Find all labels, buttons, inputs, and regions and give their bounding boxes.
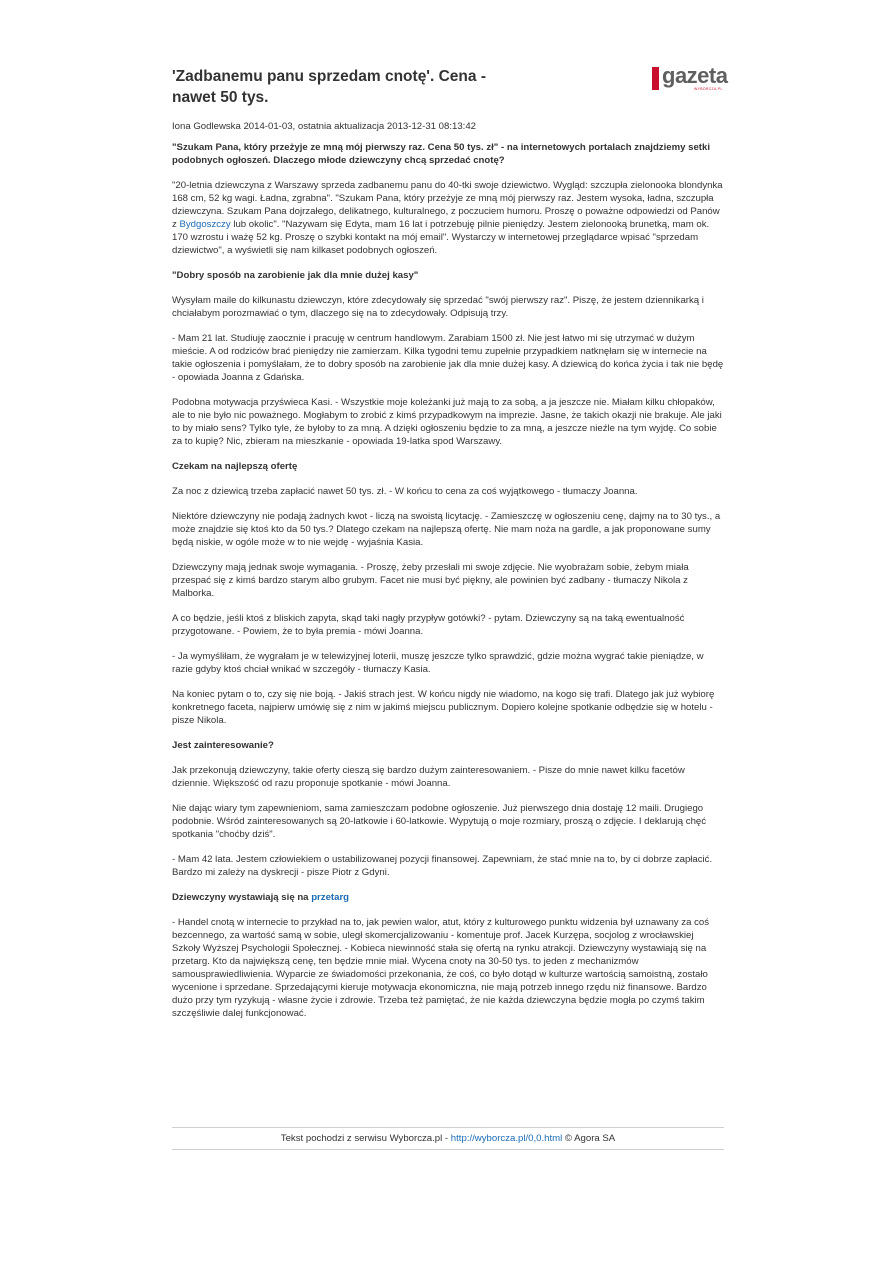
logo-sub: WYBORCZA.PL [694, 87, 723, 91]
paragraph: Dziewczyny mają jednak swoje wymagania. - Proszę, żeby przesłali mi swoje zdjęcie. Nie wyobrażam sobie, żebym miała przespać się z kimś bardzo starym albo grubym. Facet nie musi być piękny, ale powinien być zadbany - tłumaczy Nikola z Malborka. [172, 562, 689, 599]
article-title: 'Zadbanemu panu sprzedam cnotę'. Cena - nawet 50 tys. [172, 68, 486, 106]
paragraph: Niektóre dziewczyny nie podają żadnych kwot - liczą na swoistą licytację. - Zamieszczę w ogłoszeniu cenę, dajmy na to 30 tys., a może znajdzie się ktoś kto da 50 tys.? Dlatego czekam na najlepszą ofertę. Nie mam noża na gardle, a jak proponowane sumy będą niskie, w ogóle może w to nie wejdę - wyjaśnia Kasia. [172, 511, 721, 548]
paragraph: A co będzie, jeśli ktoś z bliskich zapyta, skąd taki nagły przypływ gotówki? - pytam. Dziewczyny są na taką ewentualność przygotowane. - Powiem, że to była premia - mówi Joanna. [172, 613, 685, 637]
paragraph: Nie dając wiary tym zapewnieniom, sama zamieszczam podobne ogłoszenie. Już pierwszego dnia dostaję 12 maili. Drugiego podobnie. Wśród zainteresowanych są 20-latkowie i 60-latkowie. Wypytują o moje rozmiary, proszą o zdjęcie. I deklarują chęć spotkania "choćby dziś". [172, 803, 707, 840]
paragraph: Podobna motywacja przyświeca Kasi. - Wszystkie moje koleżanki już mają to za sobą, a ja jeszcze nie. Miałam kilku chłopaków, ale to nie było nic poważnego. Mogłabym to zrobić z kimś przypadkowym na imprezie. Jasne, że takich okazji nie brakuje. Ale jaki to by miało sens? Tylko tyle, że byłoby to za mną. A dzięki ogłoszeniu będzie to za mną, a jeszcze nieźle na tym wyjdę. Co sobie za to kupię? Nic, zbieram na mieszkanie - opowiada 19-latka spod Warszawy. [172, 397, 722, 447]
paragraph: Wysyłam maile do kilkunastu dziewczyn, które zdecydowały się sprzedać "swój pierwszy raz". Piszę, że jestem dziennikarką i chciałabym porozmawiać o tym, dlaczego się na to zdecydowały. Odpisują trzy. [172, 295, 704, 319]
paragraph: Za noc z dziewicą trzeba zapłacić nawet 50 tys. zł. - W końcu to cena za coś wyjątkowego - tłumaczy Joanna. [172, 486, 638, 497]
section-heading: Dziewczyny wystawiają się na przetarg [172, 892, 350, 903]
page-footer: Tekst pochodzi z serwisu Wyborcza.pl - http://wyborcza.pl/0,0.html © Agora SA [172, 1127, 724, 1150]
article-lead: "Szukam Pana, który przeżyje ze mną mój pierwszy raz. Cena 50 tys. zł" - na internetowych portalach znajdziemy setki podobnych ogłoszeń. Dlaczego młode dziewczyny chcą sprzedać cnotę? [172, 142, 710, 166]
paragraph: - Handel cnotą w internecie to przykład na to, jak pewien walor, atut, który z kulturowego punktu widzenia był uznawany za coś bezcennego, za wartość samą w sobie, uległ skomercjalizowaniu - komentuje prof. Jacek Kurzępa, socjolog z wrocławskiej Szkoły Wyższej Psychologii Społecznej. - Kobieca niewinność stała się ofertą na rynku atrakcji. Dziewczyny wystawiają się na przetarg. Kto da największą cenę, ten będzie mnie miał. Wycena cnoty na 30-50 tys. to jeden z mechanizmów samousprawiedliwienia. Wyparcie ze świadomości przekonania, że coś, co było dotąd w kulturze wartością samoistną, zostało wycenione i sprzedane. Sprzedającymi kieruje motywacja ekonomiczna, nie mają potrzeb innego rzędu niż finansowe. Bardzo dużo przy tym ryzykują - własne życie i zdrowie. Trzeba też pamiętać, że nie każda dziewczyna będzie mogła po czymś takim szczęśliwie dalej funkcjonować. [172, 917, 710, 1019]
section-heading: Czekam na najlepszą ofertę [172, 461, 298, 472]
logo-red-bar [652, 67, 659, 90]
footer-link[interactable]: http://wyborcza.pl/0,0.html [450, 1133, 563, 1144]
section-heading: Jest zainteresowanie? [172, 740, 274, 751]
paragraph: "20-letnia dziewczyna z Warszawy sprzeda zadbanemu panu do 40-tki swoje dziewictwo. Wygląd: szczupła zielonooka blondynka 168 cm, 52 kg wagi. Ładna, zgrabna". "Szukam Pana, który przeżyje ze mną mój pierwszy raz. Jestem wysoka, ładna, szczupła dziewczyna. Szukam Pana dojrzałego, delikatnego, kulturalnego, z poczuciem humoru. Proszę o poważne odpowiedzi od Panów z Bydgoszczy lub okolic". "Nazywam się Edyta, mam 16 lat i potrzebuję pilnie pieniędzy. Jestem zielonooką brunetką, mam ok. 170 wzrostu i ważę 52 kg. Proszę o szybki kontakt na mój email". Wystarczy w internetowej przeglądarce wpisać "sprzedam dziewictwo", a wyświetli się nam kilkaset podobnych ogłoszeń. [172, 180, 723, 256]
paragraph: - Ja wymyśliłam, że wygrałam je w telewizyjnej loterii, muszę jeszcze tylko sprawdzić, gdzie można wygrać takie pieniądze, w razie gdyby ktoś chciał wnikać w szczegóły - tłumaczy Kasia. [172, 651, 704, 675]
logo-word: gazeta [662, 63, 728, 88]
article-meta: Iona Godlewska 2014-01-03, ostatnia aktualizacja 2013-12-31 08:13:42 [172, 121, 477, 132]
section-heading: "Dobry sposób na zarobienie jak dla mnie dużej kasy" [172, 270, 419, 281]
gazeta-logo [652, 63, 728, 92]
link-bydgoszczy[interactable]: Bydgoszczy [179, 219, 231, 230]
link-przetarg[interactable]: przetarg [311, 892, 350, 903]
paragraph: - Mam 42 lata. Jestem człowiekiem o ustabilizowanej pozycji finansowej. Zapewniam, że stać mnie na to, by ci dobrze zapłacić. Bardzo mi zależy na dyskrecji - pisze Piotr z Gdyni. [172, 854, 713, 878]
paragraph: - Mam 21 lat. Studiuję zaocznie i pracuję w centrum handlowym. Zarabiam 1500 zł. Nie jest łatwo mi się utrzymać w dużym mieście. A od rodziców brać pieniędzy nie zamierzam. Kilka tygodni temu zupełnie przypadkiem natknęłam się w internecie na takie ogłoszenia i pomyślałam, że to dobry sposób na zarobienie jak dla mnie dużej kasy. A dziewicą do końca życia i tak nie będę - opowiada Joanna z Gdańska. [172, 333, 724, 383]
paragraph: Jak przekonują dziewczyny, takie oferty cieszą się bardzo dużym zainteresowaniem. - Pisze do mnie nawet kilku facetów dziennie. Większość od razu proponuje spotkanie - mówi Joanna. [172, 765, 685, 789]
article-body [172, 120, 724, 1032]
paragraph: Na koniec pytam o to, czy się nie boją. - Jakiś strach jest. W końcu nigdy nie wiadomo, na kogo się trafi. Dlatego jak już wybiorę konkretnego faceta, najpierw umówię się z nim w jakimś miejscu publicznym. Dopiero kolejne spotkanie odbędzie się w hotelu - pisze Nikola. [172, 689, 715, 726]
